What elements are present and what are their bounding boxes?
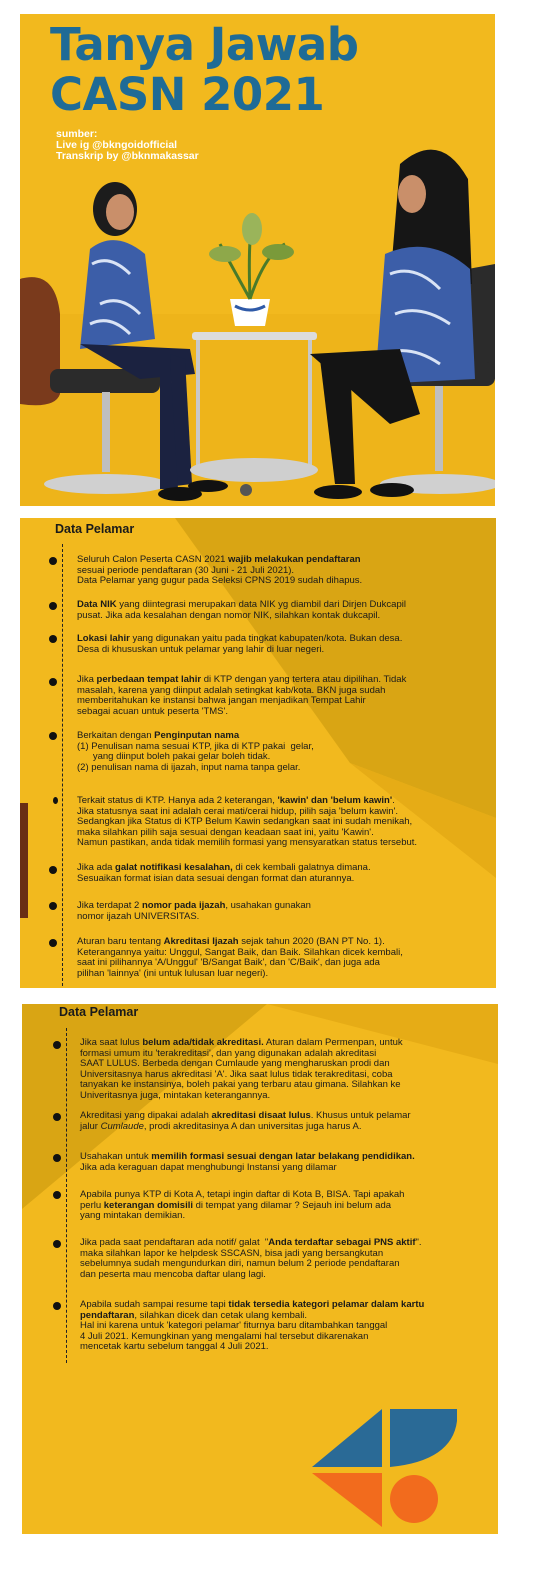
cover-title-line2: CASN 2021 [50,68,325,121]
data-pelamar-panel-1 [20,518,496,988]
panel-title: Data Pelamar [55,522,135,536]
bullet-dot-icon [53,1113,61,1121]
item-nomor-ijazah: Jika terdapat 2 nomor pada ijazah, usahakan gunakan nomor ijazah UNIVERSITAS. [77,900,311,922]
cover-title [50,20,358,120]
item-akreditasi-disaat-lulus: Akreditasi yang dipakai adalah akreditasi disaat lulus. Khusus untuk pelamar jalur Cumlaude, prodi akreditasinya A dan universitas juga harus A. [80,1110,411,1132]
bkn-logo-icon [312,1409,462,1527]
panel-title: Data Pelamar [59,1005,139,1019]
data-pelamar-panel-2 [22,1004,498,1534]
source-credit [56,129,199,162]
bullet-dot-icon [53,1240,61,1248]
item-akreditasi-ijazah: Aturan baru tentang Akreditasi Ijazah sejak tahun 2020 (BAN PT No. 1). Keterangannya yaitu: Unggul, Sangat Baik, dan Baik. Silahkan dicek kembali, saat ini pilihannya 'A/Unggul' 'B/Sangat Baik', dan 'C/Baik', dan juga ada pilihan 'lainnya' (ini untuk lulusan luar negeri). [77,936,403,979]
bullet-dot-icon [53,1191,61,1199]
bullet-dot-icon [49,602,57,610]
bullet-dot-icon [49,902,57,910]
plant-pot-icon [209,213,294,326]
item-belum-akreditasi: Jika saat lulus belum ada/tidak akreditasi. Aturan dalam Permenpan, untuk formasi umum itu 'terakreditasi', dan yang digunakan adalah akreditasi SAAT LULUS. Berbeda dengan Cumlaude yang mengharuskan prodi dan Universitasnya harus akreditasi 'A'. Jika saat lulus tidak terakreditasi, coba tanyakan ke instansinya, boleh pakai yang terbaru atau gimana. Silahkan ke Univeritasnya juga, mintakan keterangannya. [80,1037,403,1101]
bullet-dot-icon [53,1041,61,1049]
item-galat-notifikasi: Jika ada galat notifikasi kesalahan, di cek kembali galatnya dimana. Sesuaikan format isian data sesuai dengan format dan aturannya. [77,862,371,884]
item-wajib-pendaftaran: Seluruh Calon Peserta CASN 2021 wajib melakukan pendaftaran sesuai periode pendaftaran (30 Juni - 21 Juli 2021). Data Pelamar yang gugur pada Seleksi CPNS 2019 sudah dihapus. [77,554,363,586]
source-instagram: Live ig @bkngoidofficial [56,139,178,151]
item-lokasi-lahir: Lokasi lahir yang digunakan yaitu pada tingkat kabupaten/kota. Bukan desa. Desa di khususkan untuk pelamar yang lahir di luar negeri. [77,633,403,655]
bullet-dot-icon [49,557,57,565]
bullet-dot-icon [49,939,57,947]
bullet-dot-icon [49,678,57,686]
source-label: sumber: [56,128,98,140]
source-transcript: Transkrip by @bknmakassar [56,150,199,162]
bullet-dot-icon [53,797,58,804]
item-penginputan-nama: Berkaitan dengan Penginputan nama (1) Penulisan nama sesuai KTP, jika di KTP pakai gelar, yang diinput boleh pakai gelar boleh tidak. (2) penulisan nama di ijazah, input nama tanpa gelar. [77,730,314,773]
item-status-ktp: Terkait status di KTP. Hanya ada 2 keterangan, 'kawin' dan 'belum kawin'. Jika statusnya saat ini adalah cerai mati/cerai hidup, pilih saja 'belum kawin'. Sedangkan jika Status di KTP Belum Kawin sedangkan saat ini sudah menikah, maka silahkan pilih saja sesuai dengan keadaan saat ini, yaitu 'Kawin'. Namun pastikan, anda tidak memilih formasi yang mensyaratkan status tersebut. [77,795,418,848]
bullet-dot-icon [49,866,57,874]
cover-title-line1: Tanya Jawab [50,18,359,71]
timeline-dashed-line [62,544,63,986]
item-keterangan-domisili: Apabila punya KTP di Kota A, tetapi ingin daftar di Kota B, BISA. Tapi apakah perlu keterangan domisili di tempat yang dilamar ? Sejauh ini belum ada yang mintakan demikian. [80,1189,405,1221]
bullet-dot-icon [49,732,57,740]
item-kategori-pelamar: Apabila sudah sampai resume tapi tidak tersedia kategori pelamar dalam kartu pendaftaran, silahkan dicek dan cetak ulang kembali. Hal ini karena untuk 'kategori pelamar' fiturnya baru ditambahkan tanggal 4 Juli 2021. Kemungkinan yang mengalami hal tersebut dikarenakan mencetak kartu sebelum tanggal 4 Juli 2021. [80,1299,425,1352]
item-pns-aktif: Jika pada saat pendaftaran ada notif/ galat "Anda terdaftar sebagai PNS aktif". maka silahkan lapor ke helpdesk SSCASN, bisa jadi yang bersangkutan sebelumnya sudah mengundurkan diri, namun belum 2 periode pendaftaran dan peserta mau mencoba daftar ulang lagi. [80,1237,422,1280]
cover-panel [20,14,495,506]
item-perbedaan-tempat-lahir: Jika perbedaan tempat lahir di KTP dengan yang tertera atau dipilihan. Tidak masalah, karena yang diinput adalah setingkat kab/kota. BKN juga sudah memberitahukan ke instansi bahwa jangan menjadikan Tempat Lahir sebagai acuan untuk peserta 'TMS'. [77,674,407,717]
item-memilih-formasi: Usahakan untuk memilih formasi sesuai dengan latar belakang pendidikan. Jika ada keraguan dapat menghubungi Instansi yang dilamar [80,1151,415,1173]
item-data-nik: Data NIK yang diintegrasi merupakan data NIK yg diambil dari Dirjen Dukcapil pusat. Jika ada kesalahan dengan nomor NIK, silahkan kontak dukcapil. [77,599,406,621]
bullet-dot-icon [53,1302,61,1310]
bullet-dot-icon [53,1154,61,1162]
timeline-dashed-line [66,1028,67,1363]
bullet-dot-icon [49,635,57,643]
